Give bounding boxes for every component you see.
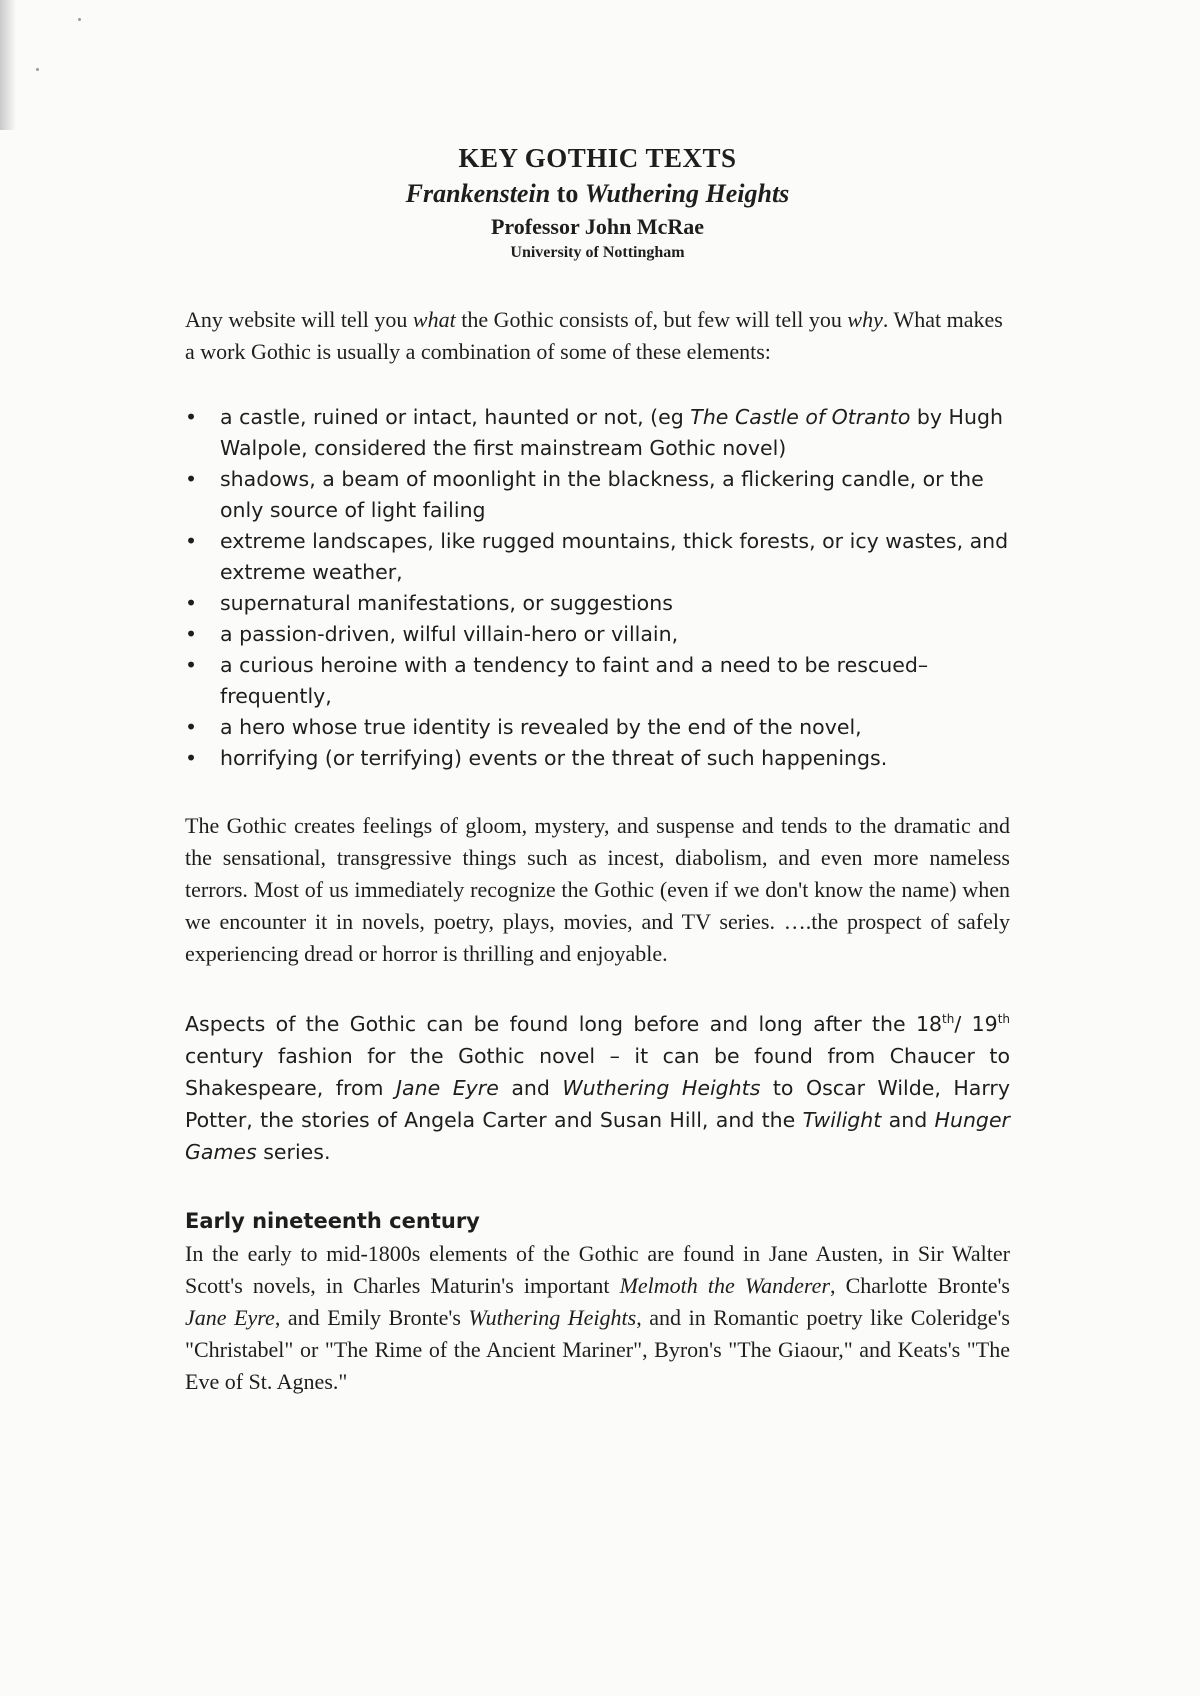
list-item-text: a curious heroine with a tendency to faint and a need to be rescued–frequently,: [220, 653, 929, 708]
title-twilight: Twilight: [802, 1108, 882, 1132]
intro-emphasis-why: why: [847, 307, 883, 332]
bullet-icon: •: [185, 653, 198, 677]
aspects-text: Aspects of the Gothic can be found long before and long after the 18: [185, 1012, 943, 1036]
aspects-paragraph: [185, 1008, 1010, 1168]
aspects-text: / 19: [954, 1012, 998, 1036]
subtitle-frankenstein: Frankenstein: [405, 179, 551, 208]
title-jane-eyre: Jane Eyre: [396, 1076, 499, 1100]
list-item: [185, 650, 1010, 712]
aspects-text: and: [498, 1076, 563, 1100]
author-name: Professor John McRae: [490, 214, 705, 239]
list-item: [185, 588, 1010, 619]
early-text: In the early to mid-1800s elements of the Gothic are found in Jane Austen, in Sir Walter Scott's novels, in Charles Maturin's important: [185, 1241, 1010, 1298]
early-nineteenth-century-paragraph: [185, 1238, 1010, 1398]
aspects-text: series.: [256, 1140, 331, 1164]
early-text: , and in Romantic poetry like Coleridge's "Christabel" or "The Rime of the Ancient Mariner", Byron's "The Giaour," and Keats's "The Eve of St. Agnes.": [185, 1305, 1010, 1394]
bullet-icon: •: [185, 715, 198, 739]
title-block: [185, 140, 1010, 264]
list-item: [185, 712, 1010, 743]
list-item-text: a hero whose true identity is revealed by the end of the novel,: [220, 715, 862, 739]
list-item-text: a castle, ruined or intact, haunted or not, (eg: [220, 405, 691, 429]
document-subtitle: [185, 176, 1010, 212]
list-item-text: shadows, a beam of moonlight in the blackness, a flickering candle, or the only source of light failing: [220, 467, 984, 522]
section-heading-early-nineteenth-century: Early nineteenth century: [185, 1209, 480, 1233]
list-item-text: supernatural manifestations, or suggestions: [220, 591, 673, 615]
early-text: , and Emily Bronte's: [274, 1305, 469, 1330]
title-jane-eyre: Jane Eyre: [185, 1305, 275, 1330]
bullet-icon: •: [185, 591, 198, 615]
superscript-th: th: [942, 1012, 955, 1027]
author-affiliation: University of Nottingham: [510, 244, 685, 261]
bullet-icon: •: [185, 467, 198, 491]
aspects-text: century fashion for the Gothic novel – it can be found from Chaucer to Shakespeare, from: [185, 1044, 1010, 1100]
superscript-th: th: [997, 1012, 1010, 1027]
intro-emphasis-what: what: [412, 307, 456, 332]
title-hunger-games: Hunger Games: [185, 1108, 1010, 1164]
list-item-text: a passion-driven, wilful villain-hero or villain,: [220, 622, 679, 646]
list-item-text: extreme landscapes, like rugged mountains, thick forests, or icy wastes, and extreme weather,: [220, 529, 1009, 584]
intro-paragraph: [185, 304, 1010, 368]
subtitle-connector: to: [550, 179, 585, 208]
intro-text: . What makes a work Gothic is usually a combination of some of these elements:: [185, 307, 1003, 364]
aspects-text: to Oscar Wilde, Harry Potter, the stories of Angela Carter and Susan Hill, and the: [185, 1076, 1010, 1132]
list-item: [185, 526, 1010, 588]
document-title: KEY GOTHIC TEXTS: [458, 143, 737, 173]
subtitle-wuthering-heights: Wuthering Heights: [584, 179, 790, 208]
gothic-elements-list: [185, 402, 1010, 774]
list-item: [185, 402, 1010, 464]
bullet-icon: •: [185, 405, 198, 429]
intro-text: the Gothic consists of, but few will tell you: [455, 307, 848, 332]
list-item-title-castle-of-otranto: The Castle of Otranto: [690, 405, 911, 429]
early-text: , Charlotte Bronte's: [830, 1273, 1010, 1298]
aspects-text: and: [881, 1108, 935, 1132]
title-melmoth-the-wanderer: Melmoth the Wanderer: [619, 1273, 831, 1298]
bullet-icon: •: [185, 529, 198, 553]
list-item-text: by Hugh Walpole, considered the first mainstream Gothic novel): [220, 405, 1003, 460]
list-item: [185, 619, 1010, 650]
list-item: [185, 743, 1010, 774]
gloom-paragraph: The Gothic creates feelings of gloom, mystery, and suspense and tends to the dramatic and the sensational, transgressive things such as incest, diabolism, and even more nameless terrors. Most of us immediately recognize the Gothic (even if we don't know the name) when we encounter it in novels, poetry, plays, movies, and TV series. ….the prospect of safely experiencing dread or horror is thrilling and enjoyable.: [185, 813, 1010, 966]
bullet-icon: •: [185, 746, 198, 770]
list-item: [185, 464, 1010, 526]
intro-text: Any website will tell you: [185, 307, 413, 332]
list-item-text: horrifying (or terrifying) events or the threat of such happenings.: [220, 746, 888, 770]
title-wuthering-heights: Wuthering Heights: [562, 1076, 761, 1100]
title-wuthering-heights: Wuthering Heights: [468, 1305, 637, 1330]
bullet-icon: •: [185, 622, 198, 646]
